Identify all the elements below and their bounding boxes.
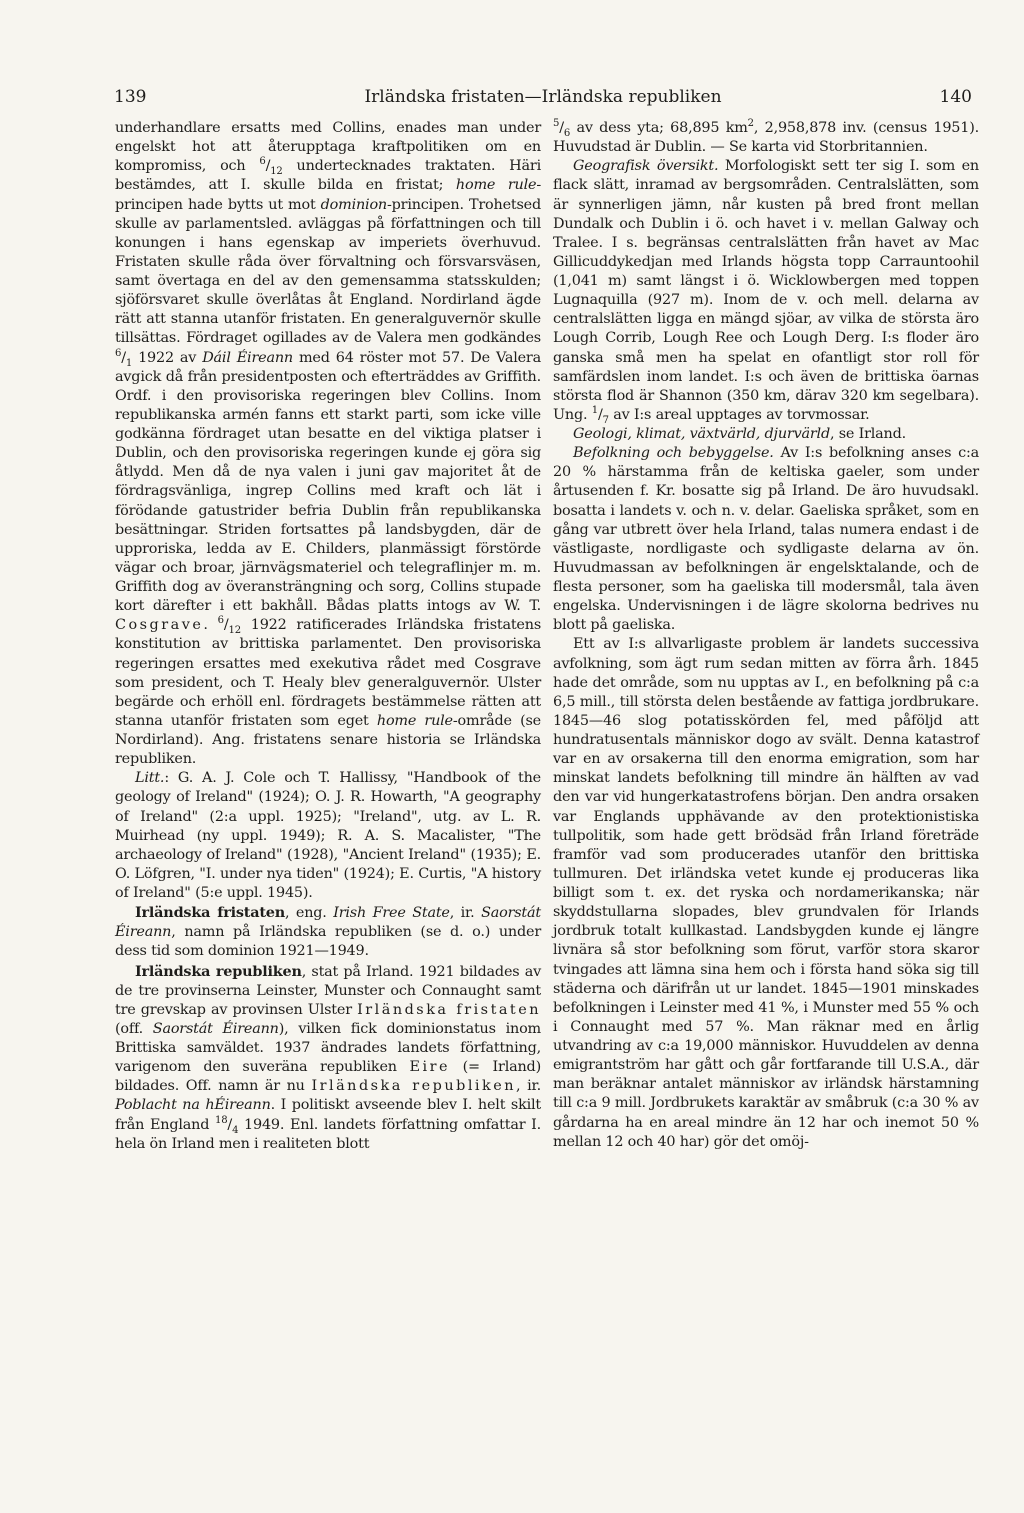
page-number-right: 140: [939, 87, 972, 107]
right-column: [553, 119, 979, 1152]
entry-irlandska-fristaten: Irländska fristaten, eng. Irish Free State, ir. Saorstát Éireann, namn på Irländska republiken (se d. o.) under dess tid som dominion 1921—1949.: [115, 904, 541, 960]
entry-irlandska-republiken: Irländska republiken, stat på Irland. 1921 bildades av de tre provinserna Leinster, Munster och Connaught samt tre grevskap av provinsen Ulster Irländska fristaten (off. Saorstát Éireann), vilken fick dominionstatus inom Brittiska samväldet. 1937 ändrades landets författning, varigenom den suveräna republiken Eire (= Irland) bildades. Off. namn är nu Irländska republiken, ir. Poblacht na hÉireann. I politiskt avseende blev I. helt skilt från England $^{18}/_4$ 1949. Enl. landets författning omfattar I. hela ön Irland men i realiteten blott: [115, 962, 542, 1152]
running-title: Irländska fristaten—Irländska republiken: [364, 87, 722, 107]
paragraph-literature: Litt.: G. A. J. Cole och T. Hallissy, "Handbook of the geology of Ireland" (1924); O. J. R. Howarth, "A geography of Ireland" (2:a uppl. 1925); "Ireland", utg. av L. R. Muirhead (ny uppl. 1949); R. A. S. Macalister, "The archaeology of Ireland" (1928), "Ancient Ireland" (1935); E. O. Löfgren, "I. under nya tiden" (1924); E. Curtis, "A history of Ireland" (5:e uppl. 1945).: [115, 770, 541, 901]
headword-fristaten: Irländska fristaten: [135, 904, 285, 922]
running-header: [114, 84, 972, 110]
paragraph-treaty: underhandlare ersatts med Collins, enades man under engelskt hot att återupptaga kraftpolitiken om en kompromiss, och $^6/_{12}$ undertecknades traktaten. Häri bestämdes, att I. skulle bilda en fristat; home rule-principen hade bytts ut mot dominion-principen. Trohetsed skulle av parlamentsled. avläggas på författningen och till konungen i hans egenskap av imperiets överhuvud. Fristaten skulle råda över förvaltning och försvarsväsen, samt övertaga en del av den gemensamma statsskulden; sjöförsvaret skulle överlåtas åt England. Nordirland ägde rätt att stanna utanför fristaten. En generalguvernör skulle tillsättas. Fördraget ogillades av de Valera men godkändes $^6/_1$ 1922 av Dáil Éireann med 64 röster mot 57. De Valera avgick då från presidentposten och efterträddes av Griffith. Ordf. i den provisoriska regeringen blev Collins. Inom republikanska armén fanns ett starkt parti, som icke ville godkänna fördraget utan besatte en del viktiga platser i Dublin, och den provisoriska regeringen kunde ej göra sig åtlydd. Men då de nya valen i juni gav majoritet åt de fördragsvänliga, ingrep Collins med kraft och lät i förödande gatustrider befria Dublin från republikanska besättningar. Striden fortsattes på landsbygden, där de upproriska, ledda av E. Childers, planmässigt förstörde vägar och broar, järnvägsmateriel och telegraflinjer m. m. Griffith dog av överansträngning och sorg, Collins stupade kort därefter i ett bakhåll. Bådas platts intogs av W. T. Cosgrave. $^6/_{12}$ 1922 ratificerades Irländska fristatens konstitution av brittiska parlamentet. Den provisoriska regeringen ersattes med exekutiva rådet med Cosgrave som president, och T. Healy blev generalguvernör. Ulster begärde och erhöll enl. fördragets bestämmelse rätten att stanna utanför fristaten som eget home rule-område (se Nordirland). Ang. fristatens senare historia se Irländska republiken.: [115, 120, 542, 768]
paragraph-area: $^5/_6$ av dess yta; 68,895 $km^2$, 2,958,878 inv. (census 1951). Huvudstad är Dublin. — Se karta vid Storbritannien.: [553, 118, 979, 156]
paragraph-emigration: Ett av I:s allvarligaste problem är landets successiva avfolkning, som ägt rum sedan mitten av förra årh. 1845 hade det område, som nu upptas av I., en befolkning på c:a 6,5 mill., till största delen bestående av fattiga jordbrukare. 1845—46 slog potatisskörden fel, med påföljd att hundratusentals människor dogo av svält. Denna katastrof var en av orsakerna till den enorma emigration, som har minskat landets befolkning till mindre än hälften av vad den var vid hungerkatastrofens början. Den andra orsaken var Englands upphävande av den protektionistiska tullpolitik, som hade gett brödsäd från Irland företräde framför vad som producerades utanför den brittiska tullmuren. Det irländska vetet kunde ej produceras lika billigt som t. ex. det ryska och nordamerikanska; när skyddstullarna slopades, blev grundvalen för Irlands jordbruk totalt kullkastad. Landsbygden kunde ej längre livnära så stor befolkning som förut, varför stora skaror tvingades att lämna sina hem och i första hand söka sig till städerna och därifrån ut ur landet. 1845—1901 minskades befolkningen i Leinster med 41 %, i Munster med 55 % och i Connaught med 57 %. Man räknar med en årlig utvandring av c:a 19,000 människor. Huvuddelen av denna emigrantström har gått och går fortfarande till U.S.A., där man beräknar antalet människor av irländsk härstamning till c:a 9 mill. Jordbrukets karaktär av småbruk (c:a 30 % av gårdarna ha en areal mindre än 12 har och inemot 50 % mellan 12 och 40 har) gör det omöj-: [553, 636, 979, 1150]
page-number-left: 139: [114, 87, 147, 107]
paragraph-population: Befolkning och bebyggelse. Av I:s befolkning anses c:a 20 % härstamma från de keltiska gaeler, som under årtusenden f. Kr. bosatte sig på Irland. De äro huvudsakl. bosatta i landets v. och n. v. delar. Gaeliska språket, som en gång var utbrett över hela Irland, talas numera endast i de västligaste, nordligaste och sydligaste delarna av ön. Huvudmassan av befolkningen är engelsktalande, och de flesta personer, som ha gaeliska till modersmål, tala även engelska. Undervisningen i de lägre skolorna bedrives nu blott på gaeliska.: [553, 445, 979, 634]
paragraph-geology: Geologi, klimat, växtvärld, djurvärld, se Irland.: [573, 426, 907, 442]
paragraph-geography: Geografisk översikt. Morfologiskt sett ter sig I. som en flack slätt, inramad av bergsområden. Centralslätten, som är synnerligen jämn, når kusten på bred front mellan Dundalk och Dublin i ö. och havet i v. mellan Galway och Tralee. I s. begränsas centralslätten från havet av Mac Gillicuddykedjan med Irlands högsta topp Carrauntoohil (1,041 m) samt längst i ö. Wicklowbergen med toppen Lugnaquilla (927 m). Inom de v. och mell. delarna av centralslätten ligga en mängd sjöar, av vilka de största äro Lough Corrib, Lough Ree och Lough Derg. I:s floder äro ganska små men ha spelat en ofantligt stor roll för samfärdslen inom landet. I:s och även de brittiska öarnas största flod är Shannon (350 km, därav 320 km segelbara). Ung. $^1/_7$ av I:s areal upptages av torvmossar.: [553, 158, 979, 426]
left-column: [115, 119, 541, 1154]
headword-republiken: Irländska republiken: [135, 962, 302, 980]
